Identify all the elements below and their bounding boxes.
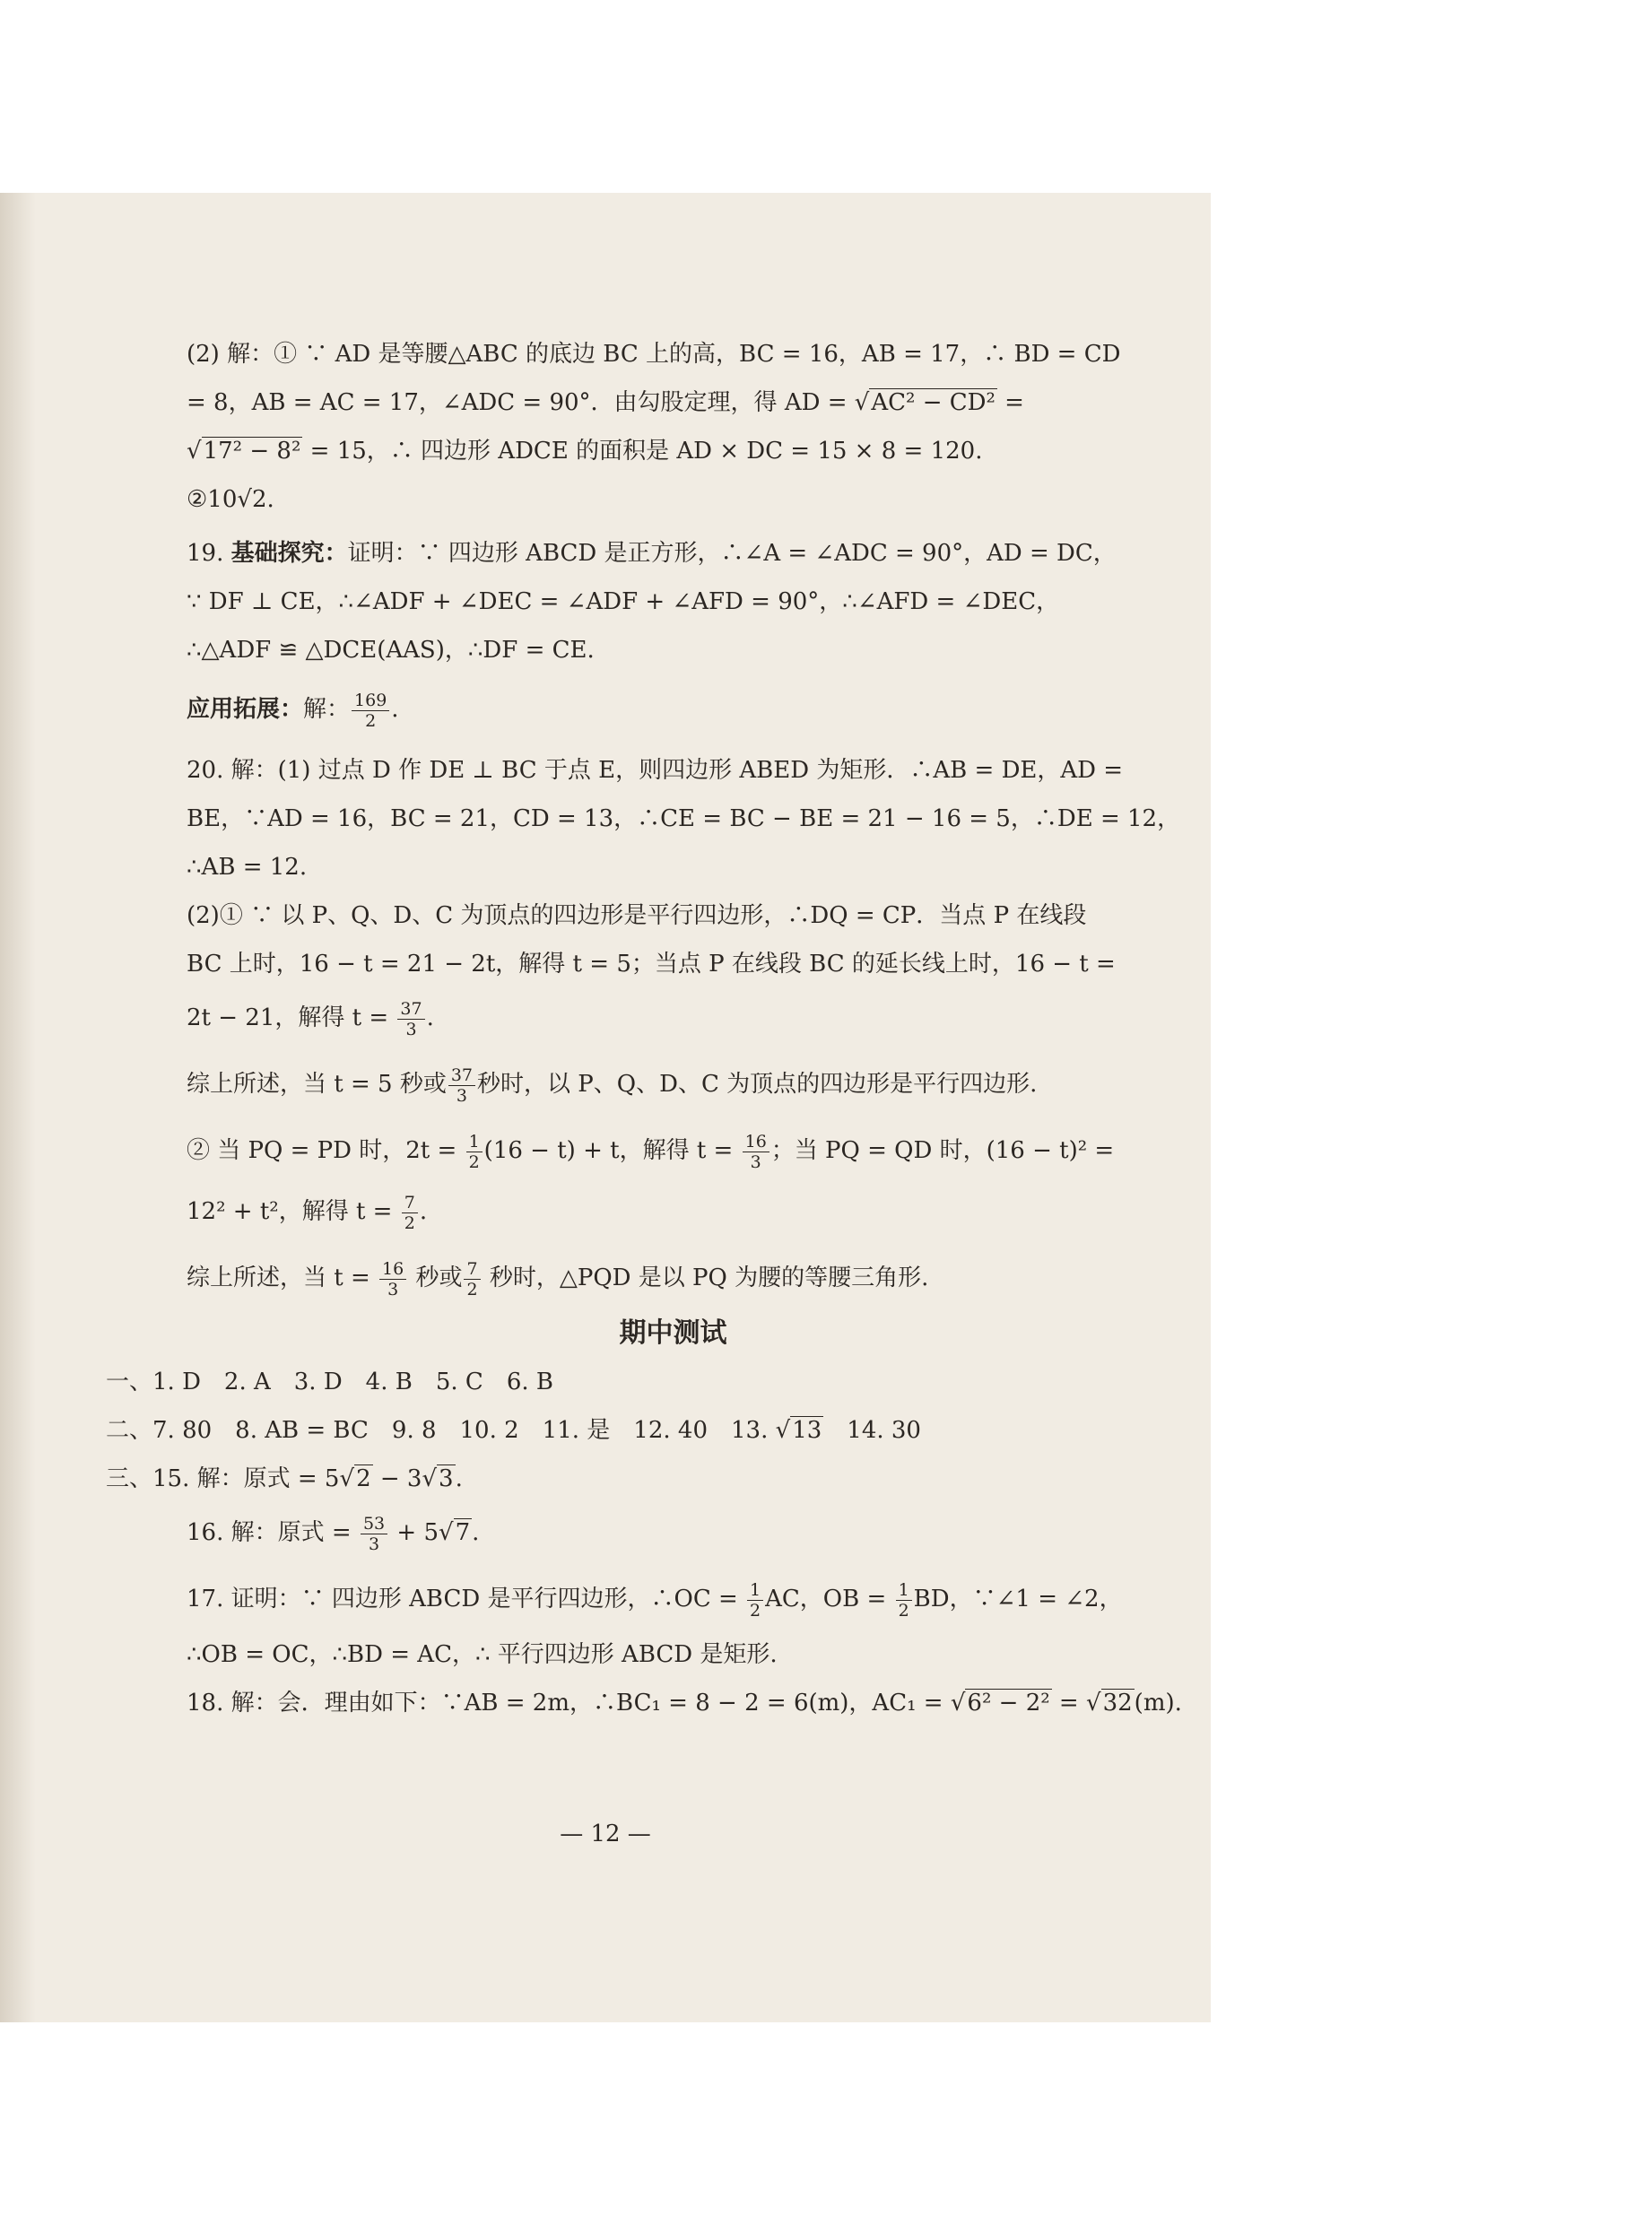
keyword-basic-explore: 基础探究：: [230, 540, 348, 567]
sqrt-expression: √32: [1086, 1690, 1133, 1717]
sqrt-expression: √7: [438, 1519, 471, 1546]
fraction: $\frac{1}{2}$: [466, 1132, 483, 1172]
fraction: $\frac{7}{2}$: [402, 1193, 418, 1233]
fraction: $\frac{37}{3}$: [397, 999, 424, 1039]
q20-line-7: 综上所述，当 t = 5 秒或 $\frac{37}{3}$ 秒时，以 P、Q、D、C 为顶点的四边形是平行四边形.: [187, 1065, 1038, 1106]
fraction: $\frac{16}{3}$: [379, 1259, 406, 1299]
q18-line-4: ②10√2.: [187, 486, 274, 513]
midterm-answers: [106, 1358, 1160, 1503]
q20-line-9: 12² + t²，解得 t = $\frac{7}{2}$ .: [187, 1192, 428, 1233]
q20-line-10: 综上所述，当 t = $\frac{16}{3}$ 秒或 $\frac{7}{2}$ 秒时，△PQD 是以 PQ 为腰的等腰三角形.: [187, 1258, 929, 1299]
fraction: $\frac{37}{3}$: [448, 1065, 475, 1106]
q20-line-2: BE，∵AD = 16，BC = 21，CD = 13，∴CE = BC − BE = 21 − 16 = 5，∴DE = 12，: [187, 805, 1181, 832]
midterm-q17-line-2: ∴OB = OC，∴BD = AC，∴ 平行四边形 ABCD 是矩形.: [187, 1641, 778, 1668]
fraction: $\frac{1}{2}$: [747, 1580, 763, 1621]
sqrt-expression: √2: [339, 1465, 371, 1492]
q19-line-1: 19. 基础探究：证明：∵ 四边形 ABCD 是正方形，∴∠A = ∠ADC = 90°，AD = DC，: [187, 540, 1117, 567]
sqrt-expression: √17² − 8²: [187, 438, 301, 465]
page-edge-shadow: [0, 193, 36, 2022]
midterm-section-2: 二、7. 80 8. AB = BC 9. 8 10. 2 11. 是 12. 40 13. √13 14. 30: [106, 1406, 1160, 1455]
midterm-q15: 三、15. 解：原式 = 5√2 − 3√3.: [106, 1455, 1160, 1503]
midterm-section-1: 一、1. D 2. A 3. D 4. B 5. C 6. B: [106, 1369, 554, 1395]
sqrt-expression: √13: [775, 1417, 822, 1444]
answer-content: [106, 330, 1182, 1727]
q20-line-6: 2t − 21，解得 t = $\frac{37}{3}$ .: [187, 998, 434, 1039]
fraction: $\frac{53}{3}$: [361, 1514, 387, 1554]
fraction: $\frac{169}{2}$: [352, 691, 389, 731]
midterm-q18: 18. 解：会．理由如下：∵AB = 2m，∴BC₁ = 8 − 2 = 6(m)，AC₁ = √6² − 2² = √32(m).: [187, 1679, 1160, 1727]
q18-line-2: = 8，AB = AC = 17，∠ADC = 90°．由勾股定理，得 AD = √AC² − CD² =: [187, 378, 1160, 427]
q19-line-3: ∴△ADF ≌ △DCE(AAS)，∴DF = CE.: [187, 637, 595, 664]
fraction: $\frac{7}{2}$: [464, 1259, 480, 1299]
q19-line-4: 应用拓展：解： $\frac{169}{2}$ .: [187, 690, 399, 731]
sqrt-expression: √AC² − CD²: [854, 389, 996, 416]
midterm-q17-line-1: 17. 证明：∵ 四边形 ABCD 是平行四边形，∴OC = $\frac{1}{2}$ AC，OB = $\frac{1}{2}$ BD，∵∠1 = ∠2，: [187, 1579, 1123, 1621]
q20-line-1: 20. 解：(1) 过点 D 作 DE ⊥ BC 于点 E，则四边形 ABED 为矩形．∴AB = DE，AD =: [187, 757, 1124, 784]
q20-line-3: ∴AB = 12.: [187, 854, 308, 881]
page-number: — 12 —: [560, 1821, 651, 1847]
q20-line-8: ② 当 PQ = PD 时，2t = $\frac{1}{2}$ (16 − t) + t，解得 t = $\frac{16}{3}$ ；当 PQ = QD 时，(16 − t)² =: [187, 1131, 1115, 1172]
q20-line-4: (2)① ∵ 以 P、Q、D、C 为顶点的四边形是平行四边形，∴DQ = CP．当点 P 在线段: [187, 902, 1087, 929]
q20-line-5: BC 上时，16 − t = 21 − 2t，解得 t = 5；当点 P 在线段 BC 的延长线上时，16 − t =: [187, 951, 1116, 978]
q18-line-3: √17² − 8² = 15，∴ 四边形 ADCE 的面积是 AD × DC = 15 × 8 = 120.: [187, 427, 1160, 475]
section-title-midterm: 期中测试: [619, 1317, 727, 1349]
sqrt-expression: √6² − 2²: [950, 1690, 1050, 1717]
fraction: $\frac{16}{3}$: [743, 1132, 769, 1172]
keyword-application: 应用拓展：: [187, 696, 304, 723]
q19-line-2: ∵ DF ⊥ CE，∴∠ADF + ∠DEC = ∠ADF + ∠AFD = 90°，∴∠AFD = ∠DEC，: [187, 588, 1060, 615]
sqrt-expression: √3: [422, 1465, 454, 1492]
q18-line-1: (2) 解：① ∵ AD 是等腰△ABC 的底边 BC 上的高，BC = 16，AB = 17，∴ BD = CD: [187, 341, 1121, 368]
fraction: $\frac{1}{2}$: [896, 1580, 912, 1621]
midterm-q16: 16. 解：原式 = $\frac{53}{3}$ + 5√7.: [187, 1503, 1160, 1564]
